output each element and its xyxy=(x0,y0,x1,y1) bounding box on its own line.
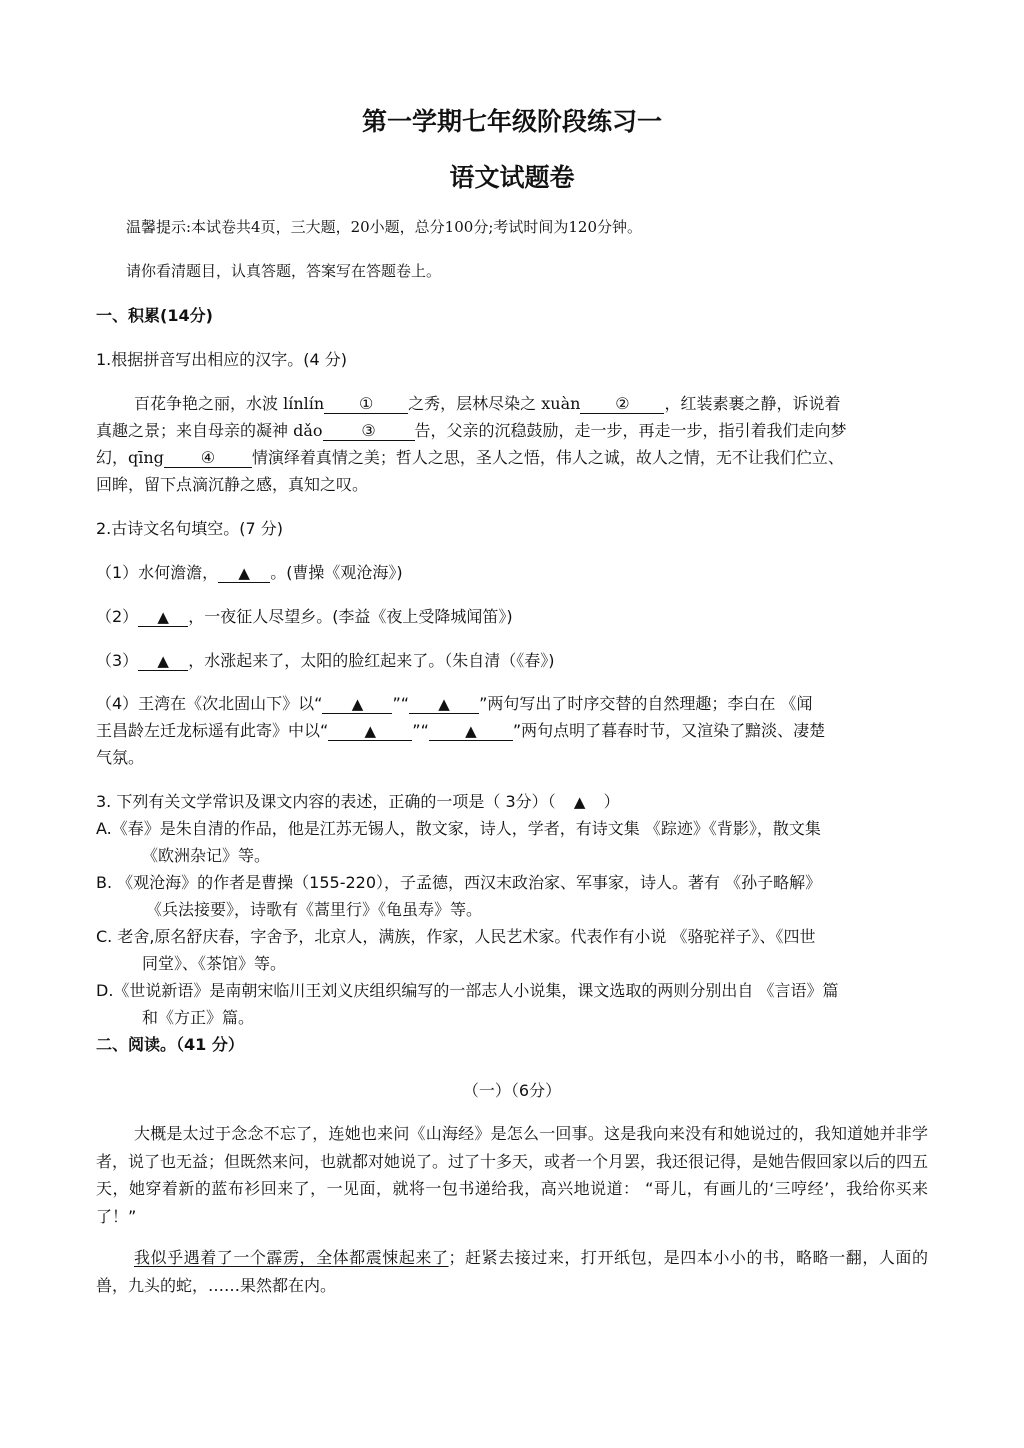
notice-line-1: 温馨提示:本试卷共4页，三大题，20小题，总分100分;考试时间为120分钟。 xyxy=(126,218,643,236)
q2-item-text: ”“ xyxy=(412,721,429,740)
q1-line-3 xyxy=(96,448,844,468)
q1-text: 真趣之景；来自母亲的凝神 dǎo xyxy=(96,421,323,440)
q3-option-c-cont: 同堂》、《茶馆》等。 xyxy=(142,954,287,973)
q2-item-4-line-2 xyxy=(96,721,825,741)
answer-blank-3: ③ xyxy=(323,422,415,441)
q2-item-text: ，水涨起来了，太阳的脸红起来了。（朱自清（《春》) xyxy=(188,651,555,670)
reading-paragraph-2 xyxy=(96,1244,928,1299)
q2-item-4-line-1 xyxy=(96,694,812,714)
answer-blank: ▲ xyxy=(429,722,513,741)
q2-item-3 xyxy=(96,651,554,671)
page-subtitle: 语文试题卷 xyxy=(449,163,575,192)
q2-item-text: ”“ xyxy=(392,694,410,713)
q3-option-b-cont: 《兵法接要》，诗歌有《蒿里行》《龟虽寿》等。 xyxy=(146,900,483,919)
q2-item-text: ”两句点明了暮春时节，又渲染了黯淡、凄楚 xyxy=(512,721,826,740)
page-title: 第一学期七年级阶段练习一 xyxy=(361,107,662,136)
q2-item-text: （2） xyxy=(96,607,139,626)
underlined-sentence: 我似乎遇着了一个霹雳，全体都震悚起来了 xyxy=(134,1248,449,1267)
q3-option-a: A.《春》是朱自清的作品，他是江苏无锡人，散文家，诗人，学者，有诗文集 《踪迹》《背影》，散文集 xyxy=(96,819,821,838)
q1-text: 情演绎着真情之美；哲人之思，圣人之悟，伟人之诚，故人之情，无不让我们伫立、 xyxy=(251,448,844,467)
q1-text: 告，父亲的沉稳鼓励，走一步，再走一步，指引着我们走向梦 xyxy=(414,421,847,440)
q3-option-d-cont: 和《方正》篇。 xyxy=(142,1008,255,1027)
q1-text: 百花争艳之丽，水波 línlín xyxy=(134,394,325,413)
q3-option-d: D.《世说新语》是南朝宋临川王刘义庆组织编写的一部志人小说集，课文选取的两则分别出自 《言语》篇 xyxy=(96,981,839,1000)
q2-item-text: ”两句写出了时序交替的自然理趣；李白在 《闻 xyxy=(479,694,813,713)
q1-stem: 1.根据拼音写出相应的汉字。(4 分) xyxy=(96,350,348,369)
q2-item-4-line-3: 气氛。 xyxy=(96,748,145,767)
answer-blank-4: ④ xyxy=(164,449,252,468)
answer-blank: ▲ xyxy=(328,722,412,741)
section-1-heading: 一、积累(14分) xyxy=(96,306,213,325)
reading-part-1-title: （一）（6分） xyxy=(462,1081,562,1100)
q2-item-text: 。(曹操《观沧海》) xyxy=(270,563,403,582)
q3-stem xyxy=(96,792,620,812)
answer-mark: ▲ xyxy=(573,793,586,811)
reading-paragraph-1: 大概是太过于念念不忘了，连她也来问《山海经》是怎么一回事。这是我向来没有和她说过的，我知道她并非学者，说了也无益；但既然来问，也就都对她说了。过了十多天，或者一个月罢，我还很记得，是她告假回家以后的四五天，她穿着新的蓝布衫回来了，一见面，就将一包书递给我，高兴地说道： “哥儿，有画儿的‘三哼经’，我给你买来了！” xyxy=(96,1124,929,1226)
answer-blank: ▲ xyxy=(409,695,479,714)
q2-item-text: 王昌龄左迁龙标遥有此寄》中以“ xyxy=(96,721,329,740)
paragraph-text: ；赶紧去接过来，打开纸包，是四本小小的书，略略一翻，人面的兽，九头的蛇，……果然都在内。 xyxy=(96,1248,928,1295)
q3-stem-end: ） xyxy=(603,792,620,811)
q2-item-text: （4）王湾在《次北固山下》以“ xyxy=(96,694,323,713)
section-2-heading: 二、阅读。（41 分） xyxy=(96,1035,244,1054)
answer-blank: ▲ xyxy=(138,608,188,627)
q2-item-1 xyxy=(96,563,403,583)
q2-item-text: ，一夜征人尽望乡。(李益《夜上受降城闻笛》) xyxy=(188,607,513,626)
q3-option-c: C. 老舍,原名舒庆春，字舍予，北京人，满族，作家，人民艺术家。代表作有小说 《骆驼祥子》、《四世 xyxy=(96,927,816,946)
q1-line-1 xyxy=(134,394,840,414)
q2-item-text: （1）水何澹澹， xyxy=(96,563,219,582)
answer-blank-2: ② xyxy=(580,395,664,414)
q2-item-2 xyxy=(96,607,513,627)
notice-line-2: 请你看清题目，认真答题，答案写在答题卷上。 xyxy=(126,262,442,280)
answer-blank-1: ① xyxy=(324,395,408,414)
answer-blank: ▲ xyxy=(322,695,392,714)
q1-text: 幻，qīng xyxy=(96,448,164,467)
q1-text: ，红装素裹之静，诉说着 xyxy=(664,394,841,413)
q1-line-2 xyxy=(96,421,847,441)
q2-item-text: （3） xyxy=(96,651,139,670)
q3-stem-text: 3. 下列有关文学常识及课文内容的表述，正确的一项是（ 3分）（ xyxy=(96,792,556,811)
q3-option-b: B. 《观沧海》的作者是曹操（155-220），子孟德，西汉末政治家、军事家，诗人。著有 《孙子略解》 xyxy=(96,873,822,892)
q3-option-a-cont: 《欧洲杂记》等。 xyxy=(142,846,271,865)
q2-stem: 2.古诗文名句填空。(7 分) xyxy=(96,519,284,538)
answer-blank: ▲ xyxy=(138,652,188,671)
q1-line-4: 回眸，留下点滴沉静之感，真知之叹。 xyxy=(96,475,369,494)
answer-blank: ▲ xyxy=(218,564,270,583)
q1-text: 之秀，层林尽染之 xuàn xyxy=(408,394,581,413)
